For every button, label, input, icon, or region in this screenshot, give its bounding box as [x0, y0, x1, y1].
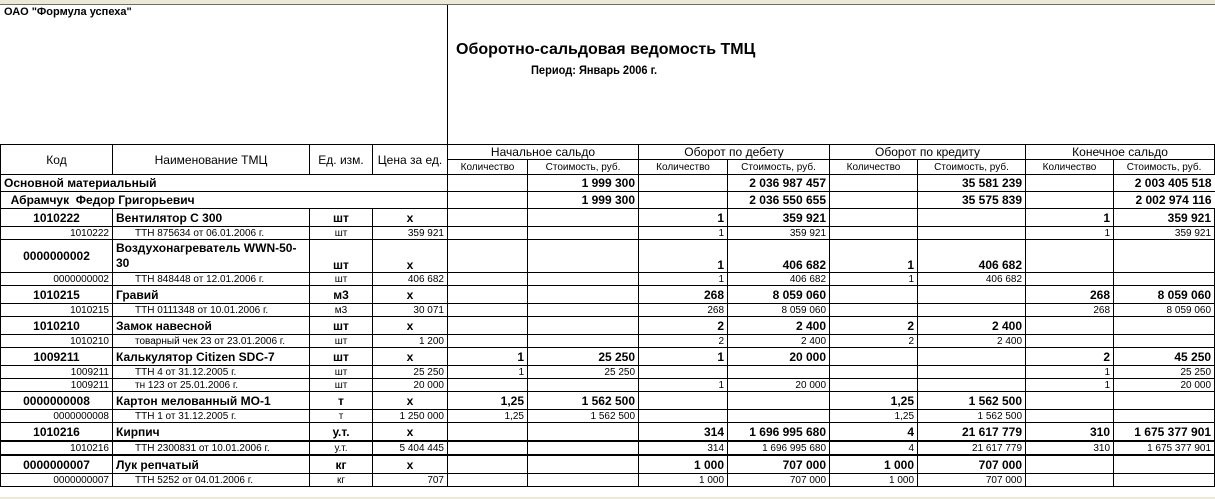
cell-opening-cost[interactable]: 25 250 — [528, 366, 639, 379]
cell-unit[interactable]: шт — [310, 335, 373, 348]
cell-debit-cost[interactable]: 2 400 — [728, 335, 830, 348]
item-row[interactable] — [1, 392, 1215, 410]
cell-closing-cost[interactable]: 2 003 405 518 — [1114, 175, 1215, 192]
cell-debit-qty[interactable]: 1 — [639, 379, 728, 392]
cell-debit-qty[interactable] — [639, 366, 728, 379]
cell-opening-qty[interactable] — [448, 286, 528, 304]
cell-opening-cost[interactable] — [528, 209, 639, 227]
cell-opening-qty[interactable] — [448, 317, 528, 335]
cell-opening-qty[interactable]: 1 — [448, 366, 528, 379]
cell-debit-cost[interactable]: 8 059 060 — [728, 304, 830, 317]
cell-credit-qty[interactable]: 1,25 — [830, 392, 918, 410]
cell-price[interactable]: 5 404 445 — [373, 441, 448, 455]
cell-debit-cost[interactable]: 359 921 — [728, 209, 830, 227]
cell-name[interactable]: тн 123 от 25.01.2006 г. — [113, 379, 310, 392]
report-title: Оборотно-сальдовая ведомость ТМЦ — [456, 41, 756, 58]
cell-closing-cost[interactable]: 359 921 — [1114, 227, 1215, 240]
cell-unit[interactable]: кг — [310, 455, 373, 474]
cell-closing-qty[interactable]: 310 — [1026, 423, 1114, 442]
cell-closing-cost[interactable]: 359 921 — [1114, 209, 1215, 227]
cell-price[interactable]: х — [373, 286, 448, 304]
cell-code[interactable]: 0000000002 — [1, 273, 113, 286]
document-row[interactable] — [1, 441, 1215, 455]
turnover-table — [0, 144, 1215, 487]
cell-closing-qty[interactable] — [1026, 410, 1114, 423]
cell-closing-cost[interactable] — [1114, 273, 1215, 286]
cell-closing-qty[interactable] — [1026, 240, 1114, 273]
item-row[interactable] — [1, 286, 1215, 304]
cell-credit-cost[interactable]: 1 562 500 — [918, 410, 1026, 423]
cell-price[interactable]: 30 071 — [373, 304, 448, 317]
cell-credit-qty[interactable] — [830, 175, 918, 192]
cell-code[interactable]: 0000000008 — [1, 410, 113, 423]
cell-code[interactable]: 1009211 — [1, 348, 113, 366]
cell-credit-qty[interactable]: 4 — [830, 441, 918, 455]
col-header-qty: Количество — [448, 160, 528, 175]
cell-debit-qty[interactable]: 1 — [639, 209, 728, 227]
document-row[interactable] — [1, 379, 1215, 392]
cell-debit-qty[interactable]: 268 — [639, 286, 728, 304]
window-top-edge — [0, 0, 1215, 5]
cell-opening-cost[interactable]: 25 250 — [528, 348, 639, 366]
cell-debit-qty[interactable] — [639, 175, 728, 192]
cell-closing-qty[interactable] — [1026, 175, 1114, 192]
cell-opening-qty[interactable] — [448, 474, 528, 487]
cell-credit-qty[interactable]: 1 000 — [830, 455, 918, 474]
cell-debit-qty[interactable]: 2 — [639, 317, 728, 335]
cell-name[interactable]: Калькулятор Citizen SDC-7 — [113, 348, 310, 366]
cell-closing-qty[interactable] — [1026, 392, 1114, 410]
cell-name[interactable]: Замок навесной — [113, 317, 310, 335]
cell-closing-cost[interactable]: 45 250 — [1114, 348, 1215, 366]
cell-debit-cost[interactable]: 2 400 — [728, 317, 830, 335]
cell-credit-cost[interactable] — [918, 286, 1026, 304]
cell-credit-qty[interactable]: 1 — [830, 273, 918, 286]
cell-closing-cost[interactable]: 25 250 — [1114, 366, 1215, 379]
cell-unit[interactable]: м3 — [310, 286, 373, 304]
cell-opening-qty[interactable] — [448, 227, 528, 240]
cell-opening-cost[interactable] — [528, 379, 639, 392]
cell-opening-qty[interactable] — [448, 273, 528, 286]
item-row[interactable] — [1, 240, 1215, 273]
cell-closing-cost[interactable] — [1114, 474, 1215, 487]
item-row[interactable] — [1, 423, 1215, 442]
cell-credit-cost[interactable]: 35 581 239 — [918, 175, 1026, 192]
cell-credit-qty[interactable] — [830, 348, 918, 366]
cell-credit-cost[interactable]: 1 562 500 — [918, 392, 1026, 410]
item-row[interactable] — [1, 348, 1215, 366]
cell-debit-qty[interactable]: 2 — [639, 335, 728, 348]
cell-opening-qty[interactable]: 1,25 — [448, 392, 528, 410]
cell-debit-cost[interactable]: 359 921 — [728, 227, 830, 240]
col-header-qty: Количество — [1026, 160, 1114, 175]
cell-opening-qty[interactable] — [448, 455, 528, 474]
cell-debit-qty[interactable]: 314 — [639, 441, 728, 455]
cell-closing-qty[interactable]: 1 — [1026, 209, 1114, 227]
cell-credit-cost[interactable] — [918, 348, 1026, 366]
cell-code[interactable]: 0000000002 — [1, 240, 113, 273]
cell-credit-cost[interactable]: 406 682 — [918, 240, 1026, 273]
col-group-debit-turnover: Оборот по дебету — [639, 145, 830, 160]
cell-price[interactable]: х — [373, 348, 448, 366]
cell-code[interactable]: 1010216 — [1, 423, 113, 442]
cell-closing-cost[interactable] — [1114, 335, 1215, 348]
cell-price[interactable]: 1 250 000 — [373, 410, 448, 423]
cell-unit[interactable]: шт — [310, 348, 373, 366]
cell-closing-cost[interactable]: 8 059 060 — [1114, 286, 1215, 304]
cell-unit[interactable]: шт — [310, 273, 373, 286]
col-header-qty: Количество — [830, 160, 918, 175]
cell-debit-cost[interactable]: 1 696 995 680 — [728, 441, 830, 455]
cell-opening-qty[interactable] — [448, 192, 528, 209]
cell-credit-cost[interactable] — [918, 366, 1026, 379]
cell-opening-cost[interactable] — [528, 335, 639, 348]
cell-opening-cost[interactable] — [528, 455, 639, 474]
cell-debit-cost[interactable]: 707 000 — [728, 455, 830, 474]
cell-unit[interactable]: т — [310, 410, 373, 423]
cell-credit-cost[interactable]: 35 575 839 — [918, 192, 1026, 209]
cell-closing-qty[interactable] — [1026, 474, 1114, 487]
cell-unit[interactable]: шт — [310, 317, 373, 335]
cell-closing-cost[interactable]: 1 675 377 901 — [1114, 441, 1215, 455]
cell-debit-qty[interactable]: 268 — [639, 304, 728, 317]
cell-price[interactable]: 25 250 — [373, 366, 448, 379]
col-header-price: Цена за ед. — [373, 145, 448, 175]
cell-opening-cost[interactable]: 1 999 300 — [528, 175, 639, 192]
cell-debit-cost[interactable]: 20 000 — [728, 348, 830, 366]
cell-unit[interactable]: т — [310, 392, 373, 410]
cell-credit-cost[interactable]: 707 000 — [918, 474, 1026, 487]
cell-credit-cost[interactable] — [918, 209, 1026, 227]
cell-opening-qty[interactable] — [448, 441, 528, 455]
cell-unit[interactable]: шт — [310, 379, 373, 392]
cell-closing-qty[interactable]: 268 — [1026, 304, 1114, 317]
col-group-credit-turnover: Оборот по кредиту — [830, 145, 1026, 160]
cell-credit-qty[interactable] — [830, 304, 918, 317]
cell-name[interactable]: Кирпич — [113, 423, 310, 442]
cell-closing-qty[interactable] — [1026, 192, 1114, 209]
col-header-unit: Ед. изм. — [310, 145, 373, 175]
cell-closing-cost[interactable]: 2 002 974 116 — [1114, 192, 1215, 209]
cell-price[interactable]: х — [373, 240, 448, 273]
cell-opening-qty[interactable] — [448, 209, 528, 227]
cell-credit-qty[interactable]: 4 — [830, 423, 918, 442]
cell-opening-cost[interactable]: 1 999 300 — [528, 192, 639, 209]
report-period: Период: Январь 2006 г. — [531, 63, 658, 77]
cell-name[interactable]: ТТН 875634 от 06.01.2006 г. — [113, 227, 310, 240]
cell-closing-cost[interactable] — [1114, 410, 1215, 423]
cell-opening-qty[interactable] — [448, 304, 528, 317]
cell-debit-cost[interactable] — [728, 410, 830, 423]
header-row-groups — [1, 145, 1215, 160]
cell-closing-cost[interactable]: 8 059 060 — [1114, 304, 1215, 317]
cell-name[interactable]: ТТН 4 от 31.12.2005 г. — [113, 366, 310, 379]
cell-debit-qty[interactable]: 1 — [639, 348, 728, 366]
cell-name[interactable]: Картон мелованный МО-1 — [113, 392, 310, 410]
section-row-person[interactable] — [1, 192, 1215, 209]
cell-name[interactable]: Вентилятор С 300 — [113, 209, 310, 227]
cell-debit-qty[interactable] — [639, 410, 728, 423]
cell-credit-qty[interactable] — [830, 286, 918, 304]
cell-opening-cost[interactable] — [528, 441, 639, 455]
cell-closing-qty[interactable] — [1026, 317, 1114, 335]
company-name: ОАО "Формула успеха" — [4, 6, 132, 18]
cell-code[interactable]: 1010210 — [1, 335, 113, 348]
cell-opening-cost[interactable] — [528, 286, 639, 304]
cell-debit-qty[interactable] — [639, 392, 728, 410]
cell-closing-cost[interactable]: 20 000 — [1114, 379, 1215, 392]
cell-code[interactable]: 1010222 — [1, 209, 113, 227]
cell-unit[interactable]: шт — [310, 366, 373, 379]
cell-credit-qty[interactable] — [830, 379, 918, 392]
document-row[interactable] — [1, 366, 1215, 379]
cell-closing-qty[interactable] — [1026, 273, 1114, 286]
cell-code[interactable]: 0000000007 — [1, 474, 113, 487]
cell-closing-cost[interactable] — [1114, 240, 1215, 273]
cell-debit-qty[interactable]: 1 — [639, 227, 728, 240]
cell-closing-cost[interactable]: 1 675 377 901 — [1114, 423, 1215, 442]
cell-debit-cost[interactable]: 2 036 987 457 — [728, 175, 830, 192]
item-row[interactable] — [1, 209, 1215, 227]
col-header-cost: Стоимость, руб. — [728, 160, 830, 175]
cell-closing-qty[interactable]: 1 — [1026, 366, 1114, 379]
section-label: Абрамчук Федор Григорьевич — [1, 192, 448, 209]
cell-code[interactable]: 0000000008 — [1, 392, 113, 410]
cell-opening-cost[interactable] — [528, 474, 639, 487]
cell-credit-cost[interactable] — [918, 379, 1026, 392]
cell-opening-qty[interactable] — [448, 335, 528, 348]
cell-unit[interactable]: м3 — [310, 304, 373, 317]
cell-price[interactable]: х — [373, 209, 448, 227]
header-divider — [447, 5, 448, 145]
col-header-qty: Количество — [639, 160, 728, 175]
cell-unit[interactable]: шт — [310, 240, 373, 273]
cell-opening-cost[interactable] — [528, 227, 639, 240]
cell-debit-qty[interactable]: 1 — [639, 273, 728, 286]
cell-price[interactable]: х — [373, 423, 448, 442]
cell-opening-qty[interactable] — [448, 240, 528, 273]
cell-price[interactable]: 359 921 — [373, 227, 448, 240]
cell-closing-qty[interactable] — [1026, 455, 1114, 474]
cell-debit-qty[interactable]: 1 000 — [639, 455, 728, 474]
cell-opening-qty[interactable]: 1 — [448, 348, 528, 366]
cell-credit-qty[interactable] — [830, 209, 918, 227]
cell-debit-cost[interactable]: 2 036 550 655 — [728, 192, 830, 209]
cell-opening-cost[interactable] — [528, 273, 639, 286]
cell-price[interactable]: х — [373, 392, 448, 410]
cell-credit-cost[interactable] — [918, 227, 1026, 240]
cell-debit-cost[interactable]: 8 059 060 — [728, 286, 830, 304]
section-label: Основной материальный — [1, 175, 448, 192]
cell-credit-cost[interactable] — [918, 304, 1026, 317]
cell-credit-qty[interactable]: 1 — [830, 240, 918, 273]
cell-code[interactable]: 1010222 — [1, 227, 113, 240]
cell-opening-qty[interactable]: 1,25 — [448, 410, 528, 423]
cell-closing-qty[interactable]: 1 — [1026, 227, 1114, 240]
cell-price[interactable]: 406 682 — [373, 273, 448, 286]
cell-credit-cost[interactable]: 707 000 — [918, 455, 1026, 474]
document-row[interactable] — [1, 227, 1215, 240]
cell-credit-cost[interactable]: 21 617 779 — [918, 441, 1026, 455]
cell-code[interactable]: 0000000007 — [1, 455, 113, 474]
cell-opening-cost[interactable] — [528, 317, 639, 335]
cell-credit-cost[interactable]: 406 682 — [918, 273, 1026, 286]
cell-unit[interactable]: шт — [310, 227, 373, 240]
cell-debit-cost[interactable]: 406 682 — [728, 273, 830, 286]
cell-closing-qty[interactable]: 2 — [1026, 348, 1114, 366]
cell-credit-qty[interactable] — [830, 366, 918, 379]
cell-name[interactable]: Гравий — [113, 286, 310, 304]
cell-opening-cost[interactable] — [528, 423, 639, 442]
cell-closing-qty[interactable]: 310 — [1026, 441, 1114, 455]
cell-name[interactable]: Лук репчатый — [113, 455, 310, 474]
cell-code[interactable]: 1010210 — [1, 317, 113, 335]
cell-opening-cost[interactable]: 1 562 500 — [528, 410, 639, 423]
cell-closing-qty[interactable]: 1 — [1026, 379, 1114, 392]
cell-debit-cost[interactable]: 406 682 — [728, 240, 830, 273]
document-row[interactable] — [1, 410, 1215, 423]
cell-closing-cost[interactable] — [1114, 392, 1215, 410]
cell-debit-qty[interactable]: 1 000 — [639, 474, 728, 487]
cell-name[interactable]: ТТН 1 от 31.12.2005 г. — [113, 410, 310, 423]
cell-credit-qty[interactable]: 1,25 — [830, 410, 918, 423]
cell-credit-qty[interactable] — [830, 192, 918, 209]
cell-unit[interactable]: у.т. — [310, 423, 373, 442]
cell-debit-qty[interactable]: 1 — [639, 240, 728, 273]
cell-code[interactable]: 1009211 — [1, 379, 113, 392]
cell-credit-cost[interactable]: 2 400 — [918, 317, 1026, 335]
document-row[interactable] — [1, 304, 1215, 317]
item-row[interactable] — [1, 455, 1215, 474]
cell-opening-qty[interactable] — [448, 175, 528, 192]
cell-debit-cost[interactable]: 1 696 995 680 — [728, 423, 830, 442]
cell-credit-qty[interactable] — [830, 227, 918, 240]
col-header-code: Код — [1, 145, 113, 175]
cell-opening-cost[interactable] — [528, 304, 639, 317]
cell-debit-cost[interactable]: 707 000 — [728, 474, 830, 487]
document-row[interactable] — [1, 335, 1215, 348]
cell-price[interactable]: х — [373, 455, 448, 474]
cell-name[interactable]: Воздухонагреватель WWN-50-30 — [113, 240, 310, 273]
cell-credit-cost[interactable]: 2 400 — [918, 335, 1026, 348]
cell-debit-cost[interactable] — [728, 392, 830, 410]
cell-name[interactable]: ТТН 2300831 от 10.01.2006 г. — [113, 441, 310, 455]
cell-price[interactable]: х — [373, 317, 448, 335]
col-group-closing-balance: Конечное сальдо — [1026, 145, 1215, 160]
cell-credit-qty[interactable]: 2 — [830, 317, 918, 335]
cell-debit-cost[interactable]: 20 000 — [728, 379, 830, 392]
cell-name[interactable]: ТТН 848448 от 12.01.2006 г. — [113, 273, 310, 286]
cell-unit[interactable]: шт — [310, 209, 373, 227]
cell-opening-cost[interactable] — [528, 240, 639, 273]
cell-closing-qty[interactable]: 268 — [1026, 286, 1114, 304]
cell-name[interactable]: ТТН 0111348 от 10.01.2006 г. — [113, 304, 310, 317]
col-header-cost: Стоимость, руб. — [1114, 160, 1215, 175]
document-row[interactable] — [1, 474, 1215, 487]
cell-opening-qty[interactable] — [448, 423, 528, 442]
cell-name[interactable]: ТТН 5252 от 04.01.2006 г. — [113, 474, 310, 487]
cell-price[interactable]: 20 000 — [373, 379, 448, 392]
cell-code[interactable]: 1010215 — [1, 286, 113, 304]
col-group-opening-balance: Начальное сальдо — [448, 145, 639, 160]
document-row[interactable] — [1, 273, 1215, 286]
col-header-cost: Стоимость, руб. — [528, 160, 639, 175]
section-row-account[interactable] — [1, 175, 1215, 192]
cell-price[interactable]: 707 — [373, 474, 448, 487]
cell-debit-qty[interactable]: 314 — [639, 423, 728, 442]
cell-debit-qty[interactable] — [639, 192, 728, 209]
cell-debit-cost[interactable] — [728, 366, 830, 379]
cell-credit-qty[interactable]: 1 000 — [830, 474, 918, 487]
cell-credit-cost[interactable]: 21 617 779 — [918, 423, 1026, 442]
cell-closing-qty[interactable] — [1026, 335, 1114, 348]
cell-opening-cost[interactable]: 1 562 500 — [528, 392, 639, 410]
item-row[interactable] — [1, 317, 1215, 335]
cell-credit-qty[interactable]: 2 — [830, 335, 918, 348]
cell-code[interactable]: 1010215 — [1, 304, 113, 317]
cell-price[interactable]: 1 200 — [373, 335, 448, 348]
cell-unit[interactable]: у.т. — [310, 441, 373, 455]
cell-unit[interactable]: кг — [310, 474, 373, 487]
col-header-name: Наименование ТМЦ — [113, 145, 310, 175]
cell-code[interactable]: 1009211 — [1, 366, 113, 379]
col-header-cost: Стоимость, руб. — [918, 160, 1026, 175]
cell-opening-qty[interactable] — [448, 379, 528, 392]
cell-closing-cost[interactable] — [1114, 455, 1215, 474]
cell-name[interactable]: товарный чек 23 от 23.01.2006 г. — [113, 335, 310, 348]
cell-closing-cost[interactable] — [1114, 317, 1215, 335]
table-body — [1, 175, 1215, 487]
cell-code[interactable]: 1010216 — [1, 441, 113, 455]
